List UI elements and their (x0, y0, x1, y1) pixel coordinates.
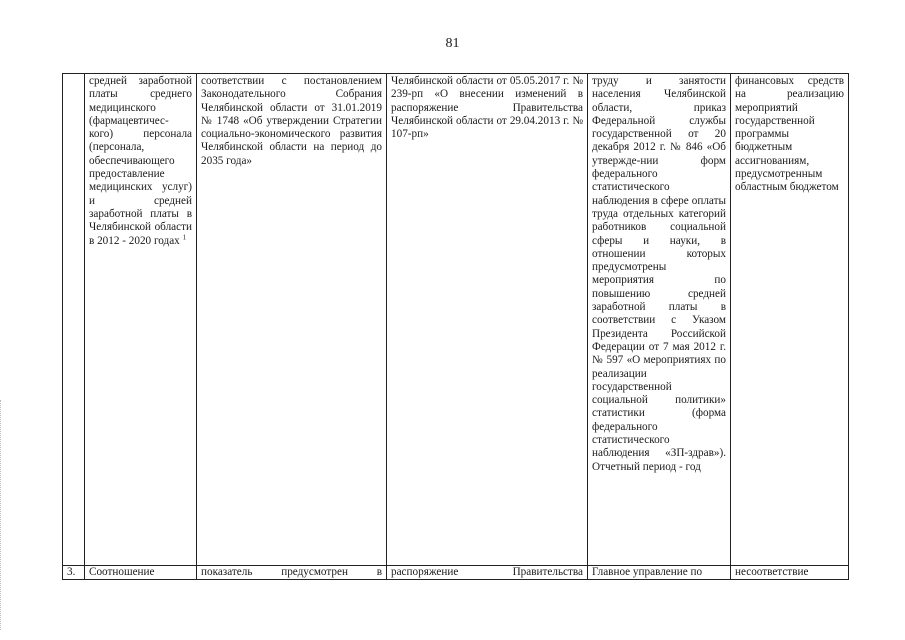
row-number-cell: 3. (63, 566, 85, 580)
indicators-table (62, 73, 849, 580)
scan-edge-marks (0, 400, 4, 630)
table-row (63, 74, 849, 566)
risks-cell: несоответствие (731, 566, 849, 580)
source-cell: Главное управление по (588, 566, 731, 580)
indicator-cell: Соотношение (85, 566, 197, 580)
basis-word: показатель (201, 566, 253, 578)
row-number-cell (63, 74, 85, 566)
table-row (63, 566, 849, 580)
indicator-cell (85, 74, 197, 566)
indicator-text: средней заработной платы среднего медицинского (фармацевтичес-кого) персонала (персонала, обеспечивающего предоставление медицинских услуг) и средней заработной платы в Челябинской области в 2012 - 2020 годах (89, 75, 192, 247)
basis-cell: соответствии с постановлением Законодательного Собрания Челябинской области от 31.01.2019 № 1748 «Об утверждении Стратегии социально-экономического развития Челябинской области на период до 2035 года» (197, 74, 387, 566)
document-cell (387, 566, 588, 580)
basis-word: предусмотрен (281, 566, 348, 578)
basis-cell (197, 566, 387, 580)
document-cell: Челябинской области от 05.05.2017 г. № 239-рп «О внесении изменений в распоряжение Правительства Челябинской области от 29.04.2013 г. № 107-рп» (387, 74, 588, 566)
risks-cell: финансовых средств на реализацию мероприятий государственной программы бюджетным ассигнованиям, предусмотренным областным бюджетом (731, 74, 849, 566)
document-word: распоряжение (391, 566, 459, 578)
page-number: 81 (445, 36, 460, 51)
document-word: Правительства (512, 566, 583, 578)
source-cell: труду и занятости населения Челябинской области, приказ Федеральной службы государственной от 20 декабря 2012 г. № 846 «Об утвержде-нии форм федерального статистического наблюдения в сфере оплаты труда отдельных категорий работников социальной сферы и науки, в отношении которых предусмотрены мероприятия по повышению средней заработной платы в соответствии с Указом Президента Российской Федерации от 7 мая 2012 г. № 597 «О мероприятиях по реализации государственной социальной политики» статистики (форма федерального статистического наблюдения «ЗП-здрав»). Отчетный период - год (588, 74, 731, 566)
basis-word: в (376, 566, 382, 578)
footnote-marker: 1 (182, 232, 187, 241)
